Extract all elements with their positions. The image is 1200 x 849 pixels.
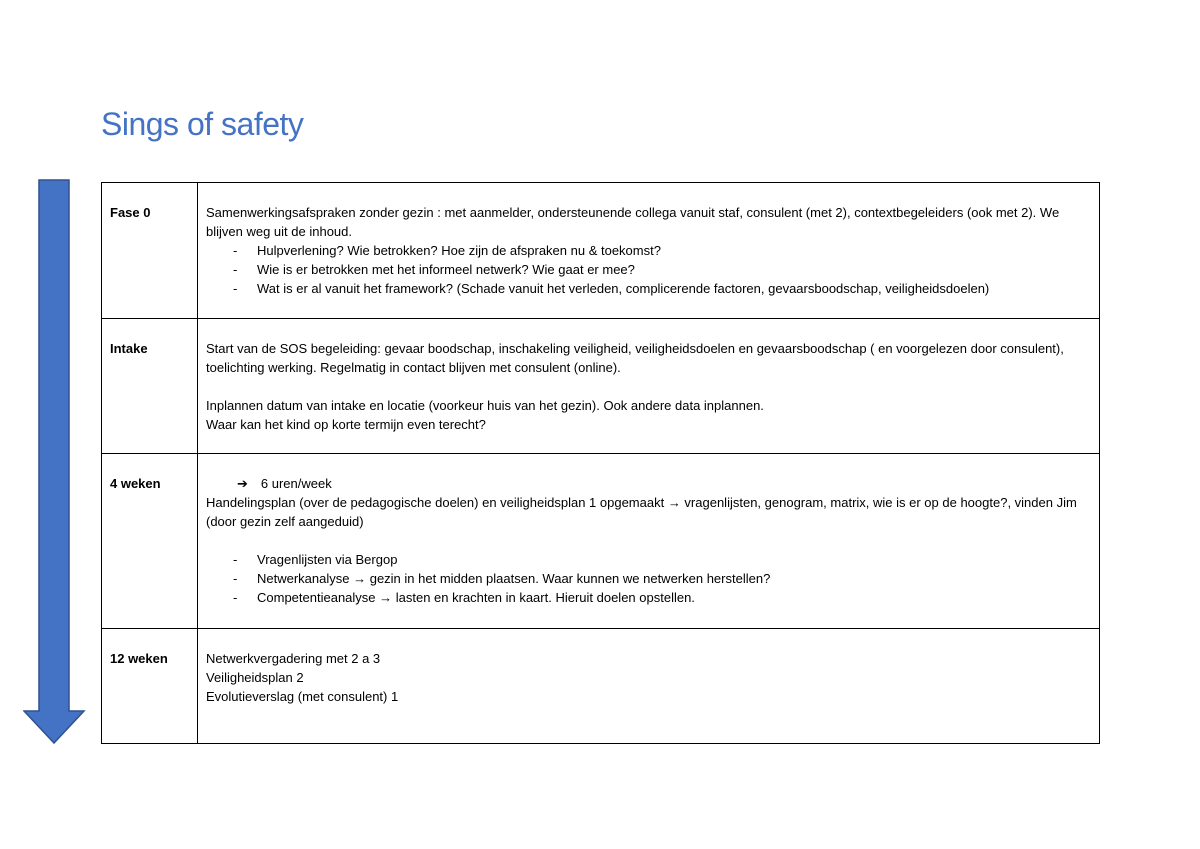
list-item: - Netwerkanalyse → gezin in het midden plaatsen. Waar kunnen we netwerken herstellen?	[233, 569, 1091, 588]
phase-paragraph: Waar kan het kind op korte termijn even terecht?	[206, 417, 486, 432]
phase-paragraph: Handelingsplan (over de pedagogische doelen) en veiligheidsplan 1 opgemaakt → vragenlijsten, genogram, matrix, wie is er op de hoogte?, vinden Jim (door gezin zelf aangeduid)	[206, 495, 1077, 529]
list-item: - Wie is er betrokken met het informeel netwerk? Wie gaat er mee?	[233, 260, 1091, 279]
phase-label: Intake	[102, 319, 198, 454]
table-row	[102, 319, 1100, 454]
page-title: Sings of safety	[101, 106, 304, 142]
list-item: - Hulpverlening? Wie betrokken? Hoe zijn de afspraken nu & toekomst?	[233, 241, 1091, 260]
table-row	[102, 454, 1100, 629]
phase-intro: Samenwerkingsafspraken zonder gezin : met aanmelder, ondersteunende collega vanuit staf, consulent (met 2), contextbegeleiders (ook met 2). We blijven weg uit de inhoud.	[206, 205, 1060, 239]
down-arrow-icon	[23, 179, 87, 745]
list-item: - Competentieanalyse → lasten en krachten in kaart. Hieruit doelen opstellen.	[233, 588, 1091, 607]
phase-content	[198, 183, 1100, 319]
phase-line: Netwerkvergadering met 2 a 3	[206, 651, 381, 666]
phase-paragraph: Start van de SOS begeleiding: gevaar boodschap, inschakeling veiligheid, veiligheidsdoelen en gevaarsboodschap ( en voorgelezen door consulent), toelichting werking. Regelmatig in contact blijven met consulent (online).	[206, 341, 1064, 375]
phase-content	[198, 454, 1100, 629]
list-item: - Vragenlijsten via Bergop	[233, 550, 1091, 569]
arrow-item-text: 6 uren/week	[260, 476, 332, 491]
phase-label: 12 weken	[102, 629, 198, 744]
phase-line: Evolutieverslag (met consulent) 1	[206, 689, 399, 704]
phase-content	[198, 629, 1100, 744]
phases-table	[101, 182, 1100, 744]
bullet-list	[206, 241, 1091, 298]
phase-paragraph: Inplannen datum van intake en locatie (voorkeur huis van het gezin). Ook andere data inplannen.	[206, 398, 764, 413]
phase-content	[198, 319, 1100, 454]
phase-label: 4 weken	[102, 454, 198, 629]
table-row	[102, 183, 1100, 319]
right-arrow-icon: ➔	[237, 476, 248, 491]
bullet-list	[206, 550, 1091, 607]
list-item: - Wat is er al vanuit het framework? (Schade vanuit het verleden, complicerende factoren, gevaarsboodschap, veiligheidsdoelen)	[233, 279, 1091, 298]
phase-label: Fase 0	[102, 183, 198, 319]
table-row	[102, 629, 1100, 744]
arrow-item	[206, 474, 1091, 493]
phase-line: Veiligheidsplan 2	[206, 670, 304, 685]
